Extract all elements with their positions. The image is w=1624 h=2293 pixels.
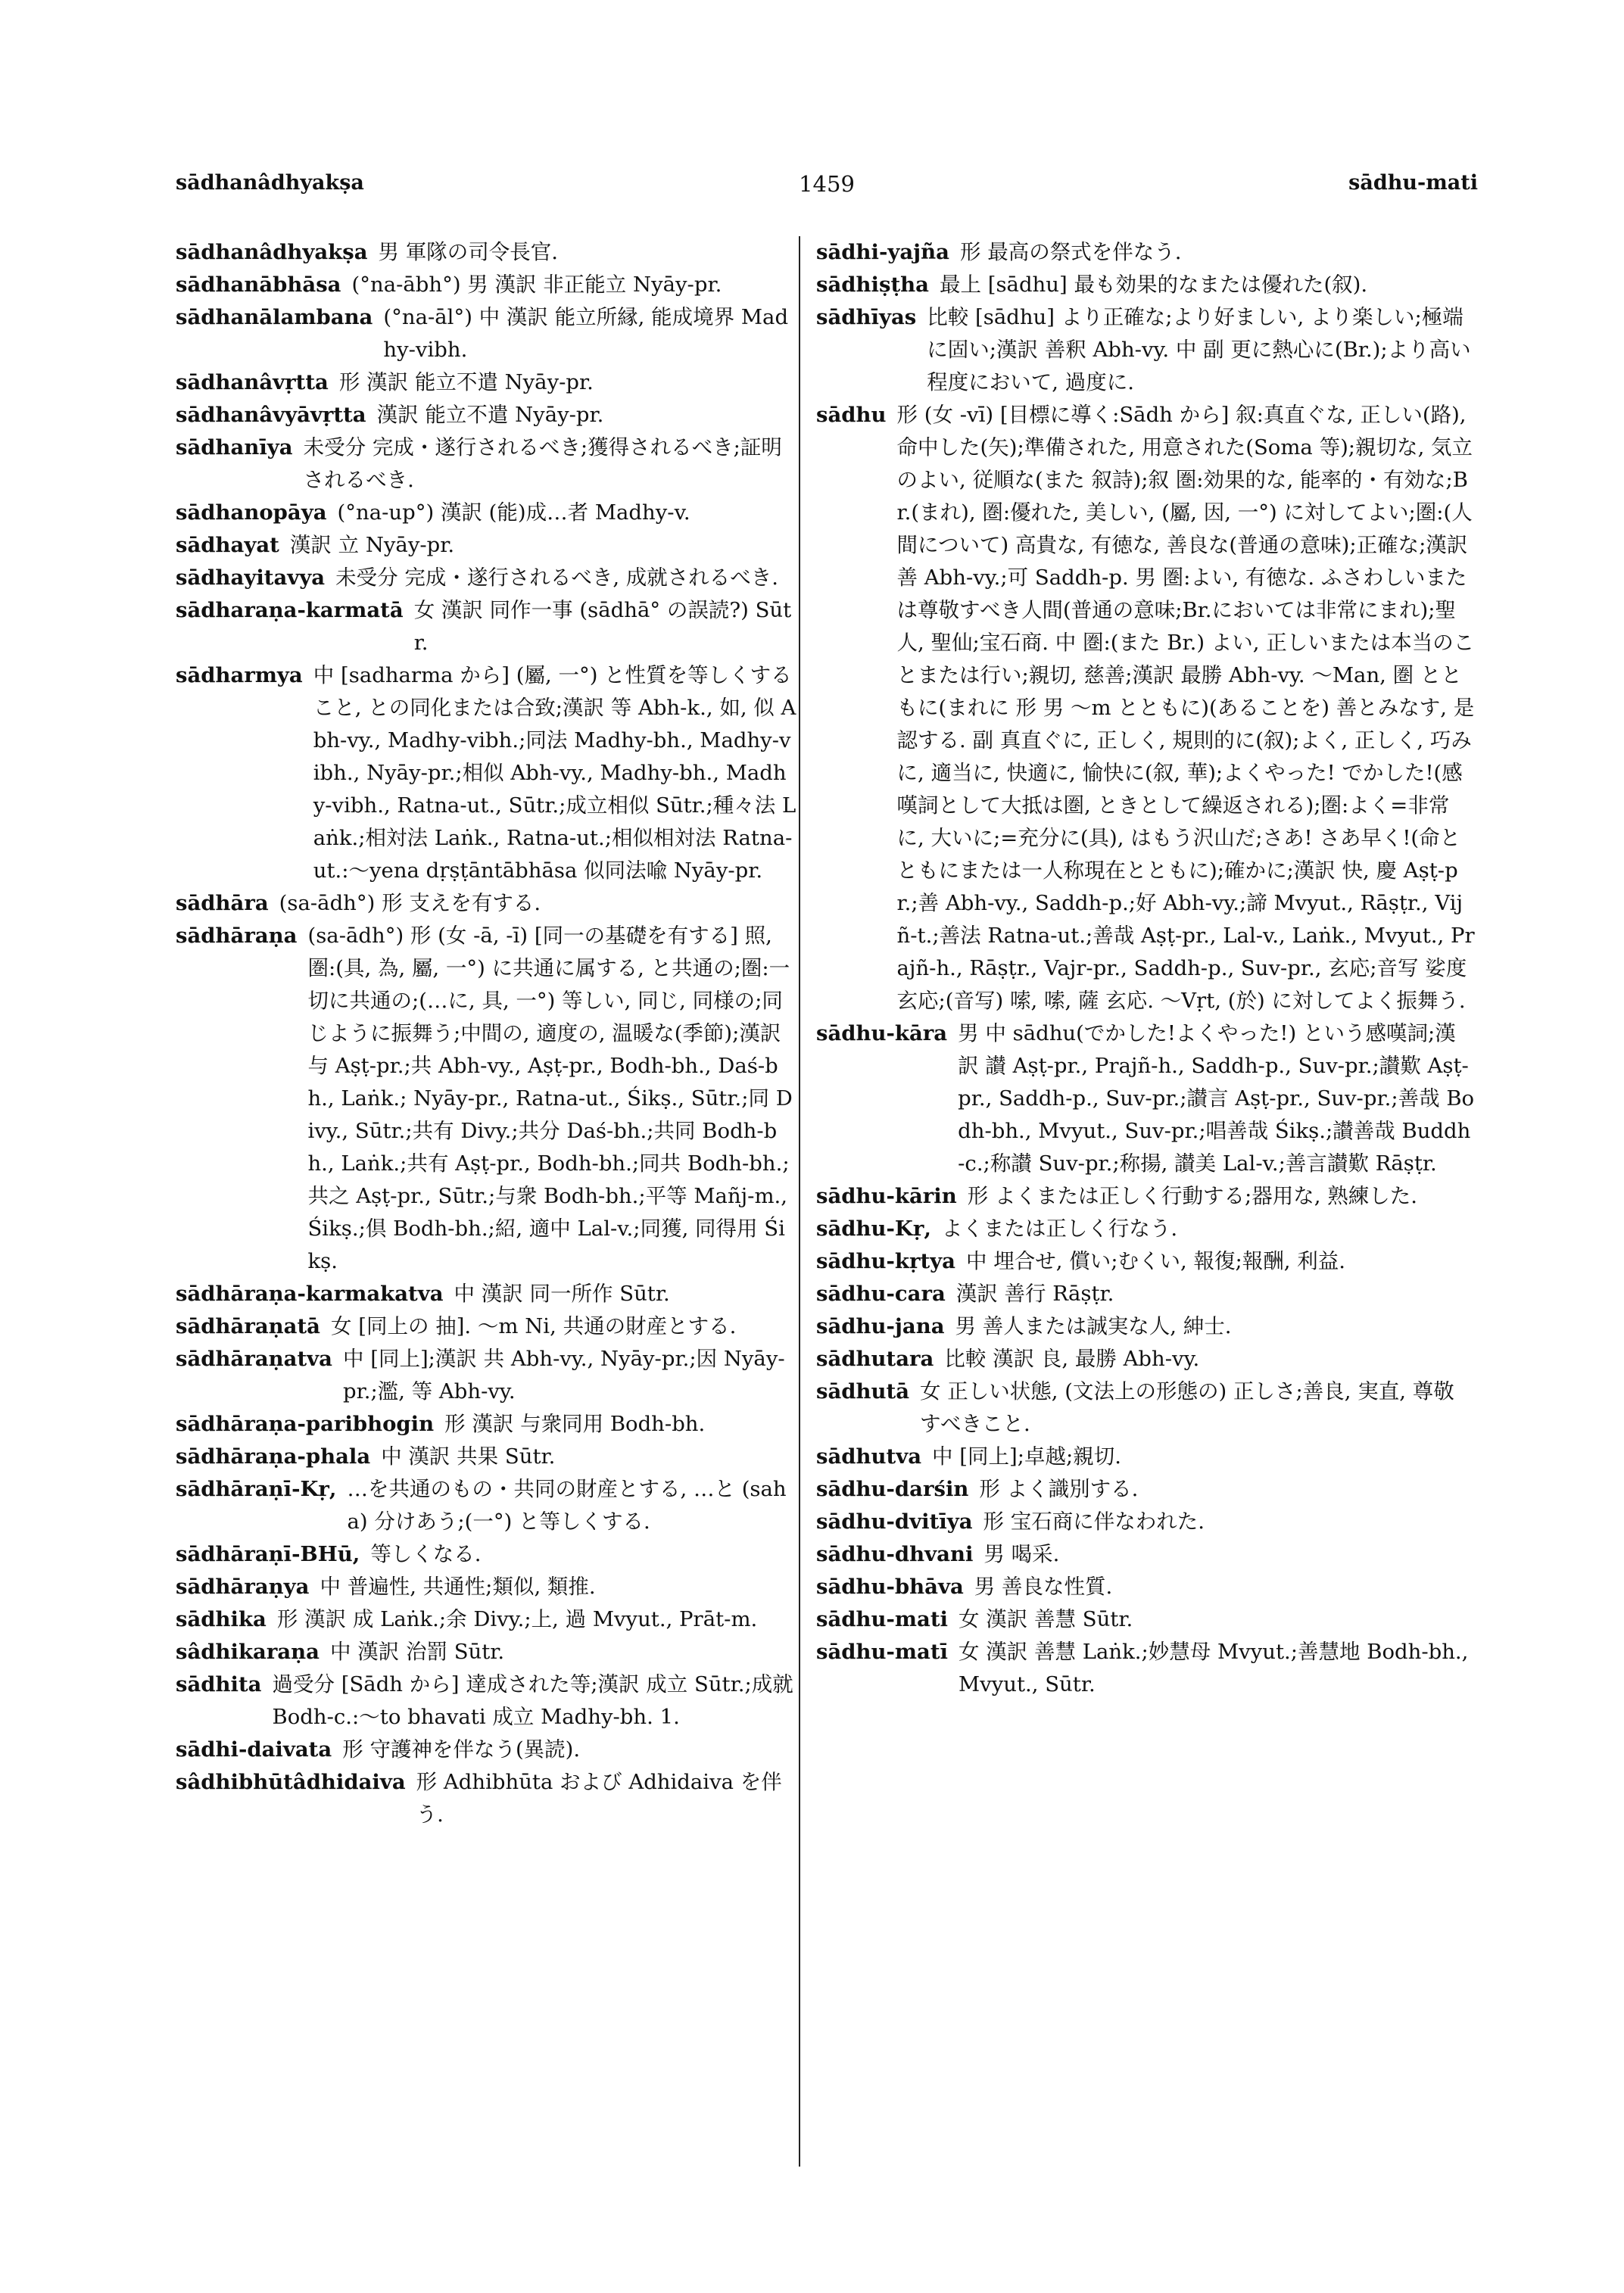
dictionary-entry xyxy=(176,1734,796,1766)
entry-definition: (sa-ādh°) 形 (女 -ā, -ī) [同一の基礎を有する] 照, 圏:(具, 為, 屬, 一°) に共通に属する, と共通の;圏:一切に共通の;(…に, 具, 一°) 等しい, 同じ, 同様の;同じように振舞う;中間の, 適度の, 温暖な(季節);漢訳 与 Aṣṭ-pr.;共 Abh-vy., Aṣṭ-pr., Bodh-bh., Daś-bh., Laṅk.; Nyāy-pr., Ratna-ut., Śikṣ., Sūtr.;同 Divy., Sūtr.;共有 Divy.;共分 Daś-bh.;共同 Bodh-bh., Laṅk.;共有 Aṣṭ-pr., Bodh-bh.;同共 Bodh-bh.;共之 Aṣṭ-pr., Sūtr.;与衆 Bodh-bh.;平等 Mañj-m., Śikṣ.;倶 Bodh-bh.;紹, 適中 Lal-v.;同獲, 同得用 Śikṣ. xyxy=(307,924,793,1273)
dictionary-entry xyxy=(176,399,796,431)
entry-definition: 形 宝石商に伴なわれた. xyxy=(983,1509,1205,1534)
entry-headword: sādhāraṇa xyxy=(176,924,298,948)
entry-definition: 中 漢訳 同一所作 Sūtr. xyxy=(454,1282,670,1306)
entry-definition: 形 漢訳 成 Laṅk.;余 Divy.;上, 過 Mvyut., Prāt-m. xyxy=(276,1607,758,1631)
dictionary-entry xyxy=(816,1538,1475,1571)
entry-definition: 男 中 sādhu(でかした!よくやった!) という感嘆詞;漢訳 讃 Aṣṭ-pr., Prajñ-h., Saddh-p., Suv-pr.;讃歎 Aṣṭ-pr., Saddh-p., Suv-pr.;讃言 Aṣṭ-pr., Suv-pr.;善哉 Bodh-bh., Mvyut., Suv-pr.;唱善哉 Śikṣ.;讃善哉 Buddh-c.;称讃 Suv-pr.;称揚, 讃美 Lal-v.;善言讃歎 Rāṣṭr. xyxy=(958,1021,1475,1176)
entry-definition: 中 [sadharma から] (屬, 一°) と性質を等しくすること, との同化または合致;漢訳 等 Abh-k., 如, 似 Abh-vy., Madhy-vibh.;同法 Madhy-bh., Madhy-vibh., Nyāy-pr.;相似 Abh-vy., Madhy-bh., Madhy-vibh., Ratna-ut., Sūtr.;成立相似 Sūtr.;種々法 Laṅk.;相対法 Laṅk., Ratna-ut.;相似相対法 Ratna-ut.:〜yena dṛṣṭāntābhāsa 似同法喩 Nyāy-pr. xyxy=(313,663,796,883)
entry-headword: sâdhibhūtâdhidaiva xyxy=(176,1770,406,1794)
entry-definition: 中 埋合せ, 償い;むくい, 報復;報酬, 利益. xyxy=(965,1249,1345,1273)
entry-definition: (°na-āl°) 中 漢訳 能立所縁, 能成境界 Madhy-vibh. xyxy=(383,305,789,362)
entry-headword: sādhanâvṛtta xyxy=(176,370,329,394)
entry-headword: sādharmya xyxy=(176,663,303,687)
entry-headword: sādhanâvyāvṛtta xyxy=(176,403,366,427)
entry-definition: よくまたは正しく行なう. xyxy=(941,1217,1178,1241)
entry-definition: 比較 [sādhu] より正確な;より好ましい, より楽しい;極端に固い;漢訳 善釈 Abh-vy. 中 副 更に熱心に(Br.);より高い程度において, 過度に. xyxy=(927,305,1471,394)
entry-headword: sādhāraṇatva xyxy=(176,1347,332,1371)
dictionary-entry xyxy=(816,399,1475,1017)
entry-headword: sādhi-yajña xyxy=(816,240,949,264)
dictionary-entry xyxy=(176,1310,796,1343)
entry-definition: 女 [同上の 抽]. 〜m Ni, 共通の財産とする. xyxy=(330,1314,737,1338)
dictionary-entry xyxy=(176,497,796,529)
entry-headword: sādhu-kāra xyxy=(816,1021,948,1045)
dictionary-entry xyxy=(176,431,796,497)
entry-definition: (sa-ādh°) 形 支えを有する. xyxy=(279,891,541,915)
entry-headword: sādhanābhāsa xyxy=(176,273,341,297)
entry-headword: sādhu-matī xyxy=(816,1640,948,1664)
entry-definition: 形 最高の祭式を伴なう. xyxy=(959,240,1182,264)
entry-definition: 比較 漢訳 良, 最勝 Abh-vy. xyxy=(944,1347,1200,1371)
dictionary-entry xyxy=(176,1571,796,1603)
dictionary-entry xyxy=(816,1636,1475,1701)
header-right-guideword: sādhu-mati xyxy=(1348,171,1478,195)
dictionary-entry xyxy=(816,301,1475,399)
entry-headword: sādhika xyxy=(176,1607,267,1631)
entry-definition: 最上 [sādhu] 最も効果的なまたは優れた(叙). xyxy=(939,273,1368,297)
dictionary-entry xyxy=(176,1408,796,1441)
entry-definition: 女 漢訳 善慧 Sūtr. xyxy=(959,1607,1133,1631)
entry-definition: 漢訳 立 Nyāy-pr. xyxy=(289,533,455,557)
dictionary-entry xyxy=(176,659,796,887)
entry-headword: sādhu xyxy=(816,403,887,427)
entry-headword: sādhita xyxy=(176,1672,262,1696)
dictionary-entry xyxy=(816,1213,1475,1245)
dictionary-entry xyxy=(176,301,796,366)
entry-definition: 女 漢訳 善慧 Laṅk.;妙慧母 Mvyut.;善慧地 Bodh-bh., Mvyut., Sūtr. xyxy=(959,1640,1469,1696)
entry-definition: 男 軍隊の司令長官. xyxy=(378,240,559,264)
entry-headword: sādhutā xyxy=(816,1379,910,1404)
dictionary-entry xyxy=(176,1668,796,1734)
entry-headword: sādhutva xyxy=(816,1444,922,1469)
dictionary-entry xyxy=(176,529,796,562)
entry-definition: (°na-up°) 漢訳 (能)成…者 Madhy-v. xyxy=(337,500,690,525)
column-divider xyxy=(799,236,800,2167)
entry-headword: sādhanālambana xyxy=(176,305,373,329)
entry-headword: sâdhikaraṇa xyxy=(176,1640,320,1664)
entry-definition: 形 漢訳 能立不遣 Nyāy-pr. xyxy=(338,370,594,394)
dictionary-entry xyxy=(176,269,796,301)
left-column xyxy=(176,236,796,1831)
entry-headword: sādhu-kārin xyxy=(816,1184,957,1208)
page-number: 1459 xyxy=(799,171,855,197)
dictionary-entry xyxy=(176,1636,796,1668)
dictionary-entry xyxy=(816,1571,1475,1603)
right-column xyxy=(816,236,1475,1701)
entry-headword: sādhanâdhyakṣa xyxy=(176,240,368,264)
entry-definition: 男 善良な性質. xyxy=(974,1575,1113,1599)
entry-definition: 女 正しい状態, (文法上の形態の) 正しさ;善良, 実直, 尊敬すべきこと. xyxy=(920,1379,1454,1436)
dictionary-entry xyxy=(176,1441,796,1473)
entry-headword: sādhāraṇa-phala xyxy=(176,1444,371,1469)
entry-headword: sādhu-jana xyxy=(816,1314,945,1338)
dictionary-entry xyxy=(816,1343,1475,1375)
entry-headword: sādhu-dvitīya xyxy=(816,1509,973,1534)
dictionary-entry xyxy=(176,887,796,920)
dictionary-entry xyxy=(176,1538,796,1571)
entry-definition: 形 守護神を伴なう(異読). xyxy=(342,1737,581,1762)
entry-definition: 中 普遍性, 共通性;類似, 類推. xyxy=(320,1575,596,1599)
entry-headword: sādhu-bhāva xyxy=(816,1575,964,1599)
dictionary-entry xyxy=(176,594,796,659)
dictionary-entry xyxy=(816,1245,1475,1278)
entry-headword: sādhutara xyxy=(816,1347,934,1371)
entry-headword: sādhāra xyxy=(176,891,269,915)
entry-definition: 形 よくまたは正しく行動する;器用な, 熟練した. xyxy=(967,1184,1417,1208)
dictionary-entry xyxy=(176,366,796,399)
entry-definition: 形 (女 -vī) [目標に導く:Sādh から] 叙:真直ぐな, 正しい(路), 命中した(矢);準備された, 用意された(Soma 等);親切な, 気立のよい, 従順な(また 叙詩);叙 圏:効果的な, 能率的・有効な;Br.(まれ), 圏:優れた, 美しい, (屬, 因, 一°) に対してよい;圏:(人間について) 高貴な, 有徳な, 善良な(普通の意味);正確な;漢訳 善 Abh-vy.;可 Saddh-p. 男 圏:よい, 有徳な. ふさわしいまたは尊敬すべき人間(普通の意味;Br.においては非常にまれ);聖人, 聖仙;宝石商. 中 圏:(また Br.) よい, 正しいまたは本当のことまたは行い;親切, 慈善;漢訳 最勝 Abh-vy. 〜Man, 圏 とともに(まれに 形 男 〜m とともに)(あることを) 善とみなす, 是認する. 副 真直ぐに, 正しく, 規則的に(叙);よく, 正しく, 巧みに, 適当に, 快適に, 愉快に(叙, 華);よくやった! でかした!(感嘆詞として大抵は圏, ときとして繰返される);圏:よく=非常に, 大いに;=充分に(具), はもう沢山だ;さあ! さあ早く!(命とともにまたは一人称現在とともに);確かに;漢訳 快, 慶 Aṣṭ-pr.;善 Abh-vy., Saddh-p.;好 Abh-vy.;諦 Mvyut., Rāṣṭr., Vijñ-t.;善法 Ratna-ut.;善哉 Aṣṭ-pr., Lal-v., Laṅk., Mvyut., Prajñ-h., Rāṣṭr., Vajr-pr., Saddh-p., Suv-pr., 玄応;音写 娑度 玄応;(音写) 嗦, 嗦, 薩 玄応. 〜Vṛt, (於) に対してよく振舞う. xyxy=(896,403,1475,1013)
entry-definition: (°na-ābh°) 男 漢訳 非正能立 Nyāy-pr. xyxy=(351,273,722,297)
entry-headword: sādhu-Kṛ, xyxy=(816,1217,931,1241)
entry-headword: sādhāraṇī-BHū, xyxy=(176,1542,360,1566)
dictionary-entry xyxy=(176,1766,796,1831)
entry-definition: 未受分 完成・遂行されるべき, 成就されるべき. xyxy=(335,565,779,590)
entry-headword: sādhanīya xyxy=(176,435,293,460)
dictionary-entry xyxy=(816,1603,1475,1636)
entry-headword: sādhanopāya xyxy=(176,500,327,525)
entry-headword: sādhu-cara xyxy=(816,1282,946,1306)
dictionary-entry xyxy=(816,1506,1475,1538)
entry-definition: …を共通のもの・共同の財産とする, …と (saha) 分けあう;(一°) と等しくする. xyxy=(347,1477,787,1534)
entry-definition: 中 [同上];卓越;親切. xyxy=(932,1444,1122,1469)
entry-headword: sādhāraṇya xyxy=(176,1575,310,1599)
entry-headword: sādhayitavya xyxy=(176,565,326,590)
entry-headword: sādhayat xyxy=(176,533,279,557)
entry-definition: 過受分 [Sādh から] 達成された等;漢訳 成立 Sūtr.;成就 Bodh-c.:〜to bhavati 成立 Madhy-bh. 1. xyxy=(272,1672,793,1729)
dictionary-entry xyxy=(176,236,796,269)
entry-definition: 形 よく識別する. xyxy=(979,1477,1139,1501)
entry-headword: sādhi-daivata xyxy=(176,1737,332,1762)
entry-definition: 形 漢訳 与衆同用 Bodh-bh. xyxy=(444,1412,706,1436)
entry-definition: 漢訳 能立不遣 Nyāy-pr. xyxy=(376,403,604,427)
dictionary-entry xyxy=(816,1441,1475,1473)
entry-definition: 形 Adhibhūta および Adhidaiva を伴う. xyxy=(416,1770,782,1827)
entry-definition: 男 善人または誠実な人, 紳士. xyxy=(955,1314,1232,1338)
entry-definition: 漢訳 善行 Rāṣṭr. xyxy=(955,1282,1114,1306)
header-left-guideword: sādhanâdhyakṣa xyxy=(176,171,364,195)
dictionary-entry xyxy=(176,1343,796,1408)
entry-headword: sādhiṣṭha xyxy=(816,273,929,297)
dictionary-entry xyxy=(816,1473,1475,1506)
running-header xyxy=(176,171,1478,201)
dictionary-entry xyxy=(816,1180,1475,1213)
dictionary-entry xyxy=(816,1375,1475,1441)
entry-headword: sādharaṇa-karmatā xyxy=(176,598,404,622)
entry-headword: sādhu-darśin xyxy=(816,1477,969,1501)
dictionary-entry xyxy=(176,562,796,594)
dictionary-entry xyxy=(176,1603,796,1636)
entry-definition: 中 漢訳 治罰 Sūtr. xyxy=(329,1640,505,1664)
dictionary-entry xyxy=(176,920,796,1278)
entry-definition: 女 漢訳 同作一事 (sādhā° の誤読?) Sūtr. xyxy=(413,598,792,655)
dictionary-entry xyxy=(176,1473,796,1538)
entry-definition: 中 漢訳 共果 Sūtr. xyxy=(381,1444,556,1469)
entry-headword: sādhu-dhvani xyxy=(816,1542,974,1566)
dictionary-entry xyxy=(816,1017,1475,1180)
entry-headword: sādhu-mati xyxy=(816,1607,948,1631)
entry-headword: sādhu-kṛtya xyxy=(816,1249,955,1273)
entry-definition: 男 喝采. xyxy=(983,1542,1060,1566)
entry-headword: sādhīyas xyxy=(816,305,917,329)
dictionary-entry xyxy=(816,1278,1475,1310)
entry-headword: sādhāraṇa-karmakatva xyxy=(176,1282,444,1306)
entry-definition: 等しくなる. xyxy=(370,1542,482,1566)
dictionary-entry xyxy=(816,1310,1475,1343)
dictionary-entry xyxy=(816,236,1475,269)
dictionary-entry xyxy=(176,1278,796,1310)
entry-headword: sādhāraṇatā xyxy=(176,1314,320,1338)
entry-headword: sādhāraṇa-paribhogin xyxy=(176,1412,435,1436)
dictionary-entry xyxy=(816,269,1475,301)
entry-definition: 未受分 完成・遂行されるべき;獲得されるべき;証明されるべき. xyxy=(303,435,782,492)
entry-headword: sādhāraṇī-Kṛ, xyxy=(176,1477,337,1501)
entry-definition: 中 [同上];漢訳 共 Abh-vy., Nyāy-pr.;因 Nyāy-pr.;濫, 等 Abh-vy. xyxy=(342,1347,785,1404)
